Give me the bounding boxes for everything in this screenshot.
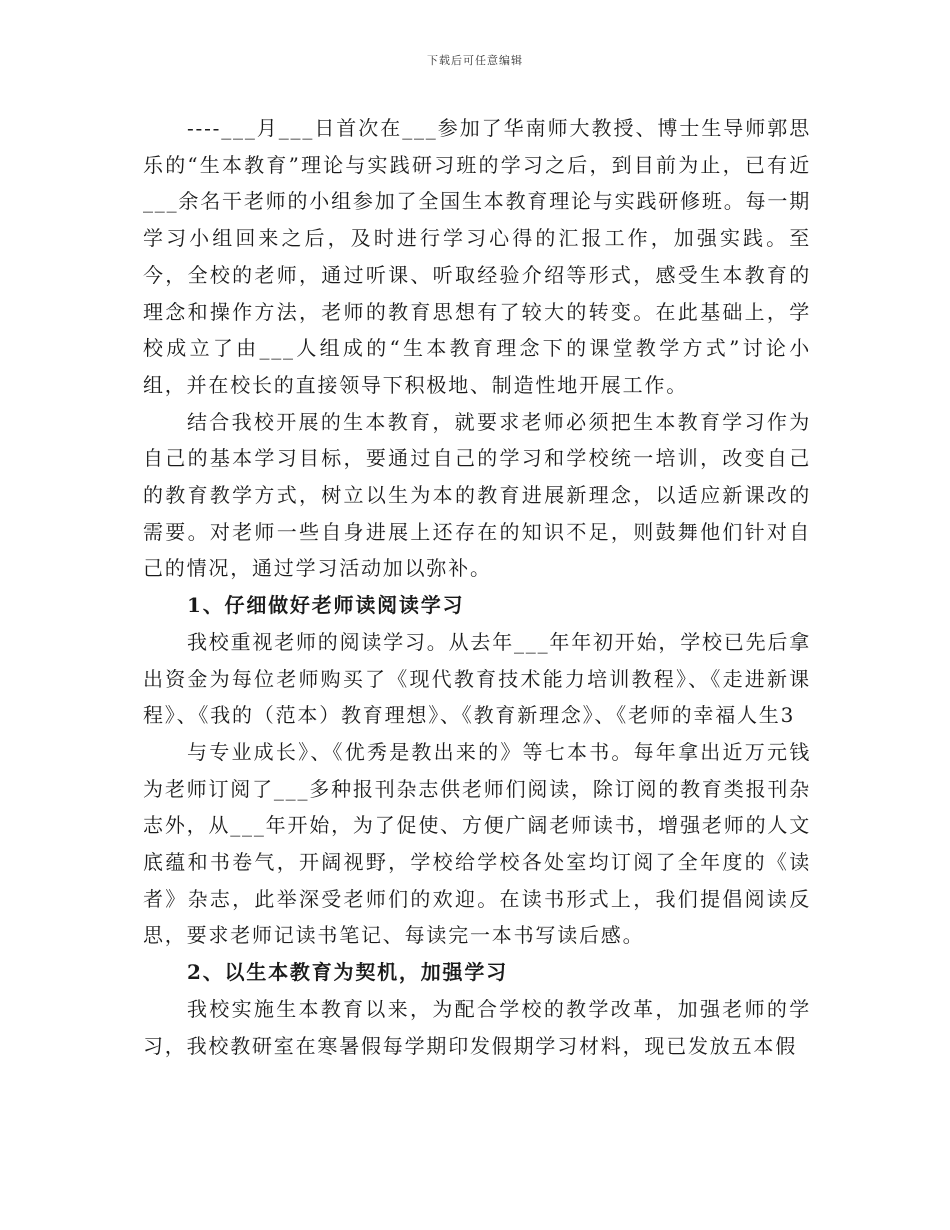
paragraph-reading-continued: 与专业成长》、《优秀是教出来的》等七本书。每年拿出近万元钱为老师订阅了___多种报刊杂志供老师们阅读，除订阅的教育类报刊杂志外，从___年开始，为了促使、方便广阔老师读书，增强老师的人文底蕴和书卷气，开阔视野，学校给学校各处室均订阅了全年度的《读者》杂志，此举深受老师们的欢迎。在读书形式上，我们提倡阅读反思，要求老师记读书笔记、每读完一本书写读后感。: [143, 739, 811, 948]
paragraph-reading: 我校重视老师的阅读学习。从去年___年年初开始，学校已先后拿出资金为每位老师购买了《现代教育技术能力培训教程》、《走进新课程》、《我的（范本）教育理想》、《教育新理念》、《老师的幸福人生3: [143, 629, 811, 728]
page-header-note: 下载后可任意编辑: [427, 54, 523, 67]
paragraph-study: 我校实施生本教育以来，为配合学校的教学改革，加强老师的学习，我校教研室在寒暑假每学期印发假期学习材料，现已发放五本假: [143, 996, 811, 1058]
section-heading-reading: 1、仔细做好老师读阅读学习: [187, 593, 465, 618]
section-heading-study: 2、以生本教育为契机，加强学习: [187, 960, 508, 985]
paragraph-intro: ----___月___日首次在___参加了华南师大教授、博士生导师郭思乐的“生本教育”理论与实践研习班的学习之后，到目前为止，已有近___余名干老师的小组参加了全国生本教育理论与实践研修班。每一期学习小组回来之后，及时进行学习心得的汇报工作，加强实践。至今，全校的老师，通过听课、听取经验介绍等形式，感受生本教育的理念和操作方法，老师的教育思想有了较大的转变。在此基础上，学校成立了由___人组成的“生本教育理念下的课堂教学方式”讨论小组，并在校长的直接领导下积极地、制造性地开展工作。: [143, 116, 811, 397]
document-body: [143, 110, 811, 1064]
paragraph-goals: 结合我校开展的生本教育，就要求老师必须把生本教育学习作为自己的基本学习目标，要通过自己的学习和学校统一培训，改变自己的教育教学方式，树立以生为本的教育进展新理念，以适应新课改的需要。对老师一些自身进展上还存在的知识不足，则鼓舞他们针对自己的情况，通过学习活动加以弥补。: [143, 409, 811, 581]
